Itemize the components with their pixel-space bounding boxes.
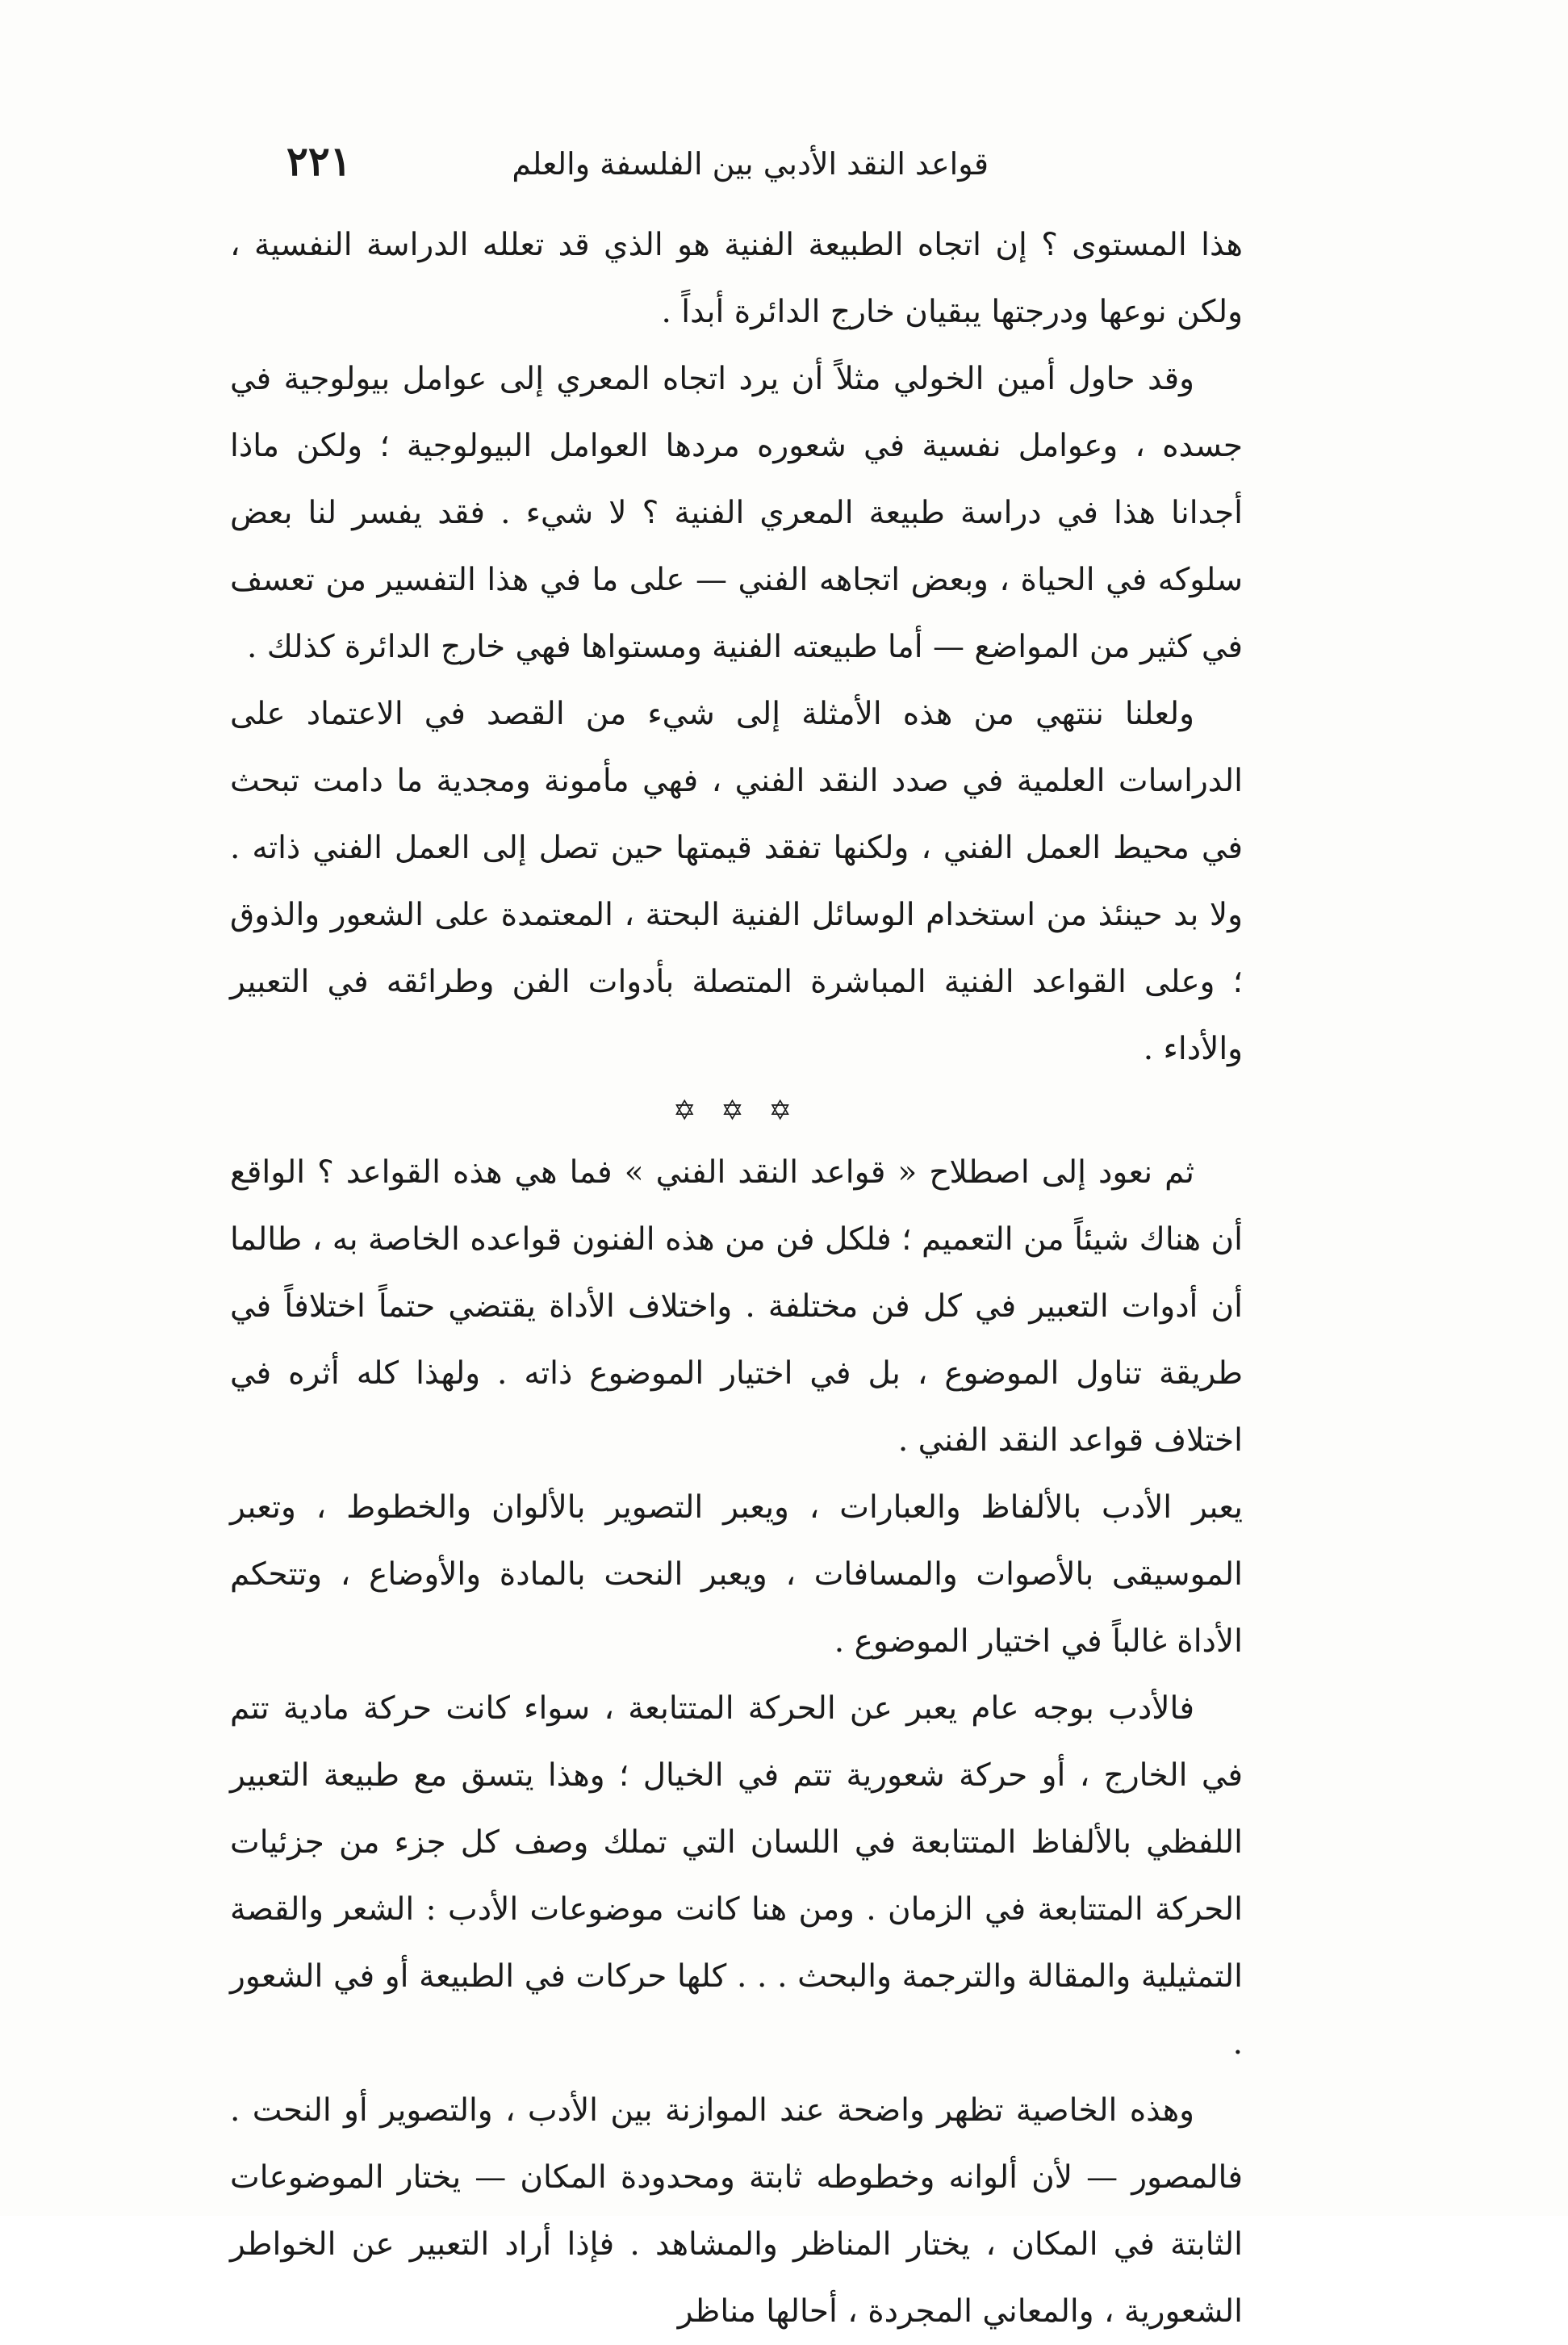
paragraph-2: وقد حاول أمين الخولي مثلاً أن يرد اتجاه المعري إلى عوامل بيولوجية في جسده ، وعوامل نفسية في شعوره مردها العوامل البيولوجية ؛ ولكن ماذا أجدانا هذا في دراسة طبيعة المعري الفنية ؟ لا شيء . فقد يفسر لنا بعض سلوكه في الحياة ، وبعض اتجاهه الفني — على ما في هذا التفسير من تعسف في كثير من المواضع — أما طبيعته الفنية ومستواها فهي خارج الدائرة كذلك . xyxy=(230,361,1243,665)
paragraph-7: وهذه الخاصية تظهر واضحة عند الموازنة بين الأدب ، والتصوير أو النحت . فالمصور — لأن ألوانه وخطوطه ثابتة ومحدودة المكان — يختار الموضوعات الثابتة في المكان ، يختار المناظر والمشاهد . فإذا أراد التعبير عن الخواطر الشعورية ، والمعاني المجردة ، أحالها مناظر xyxy=(230,2092,1243,2330)
body-text xyxy=(230,211,1243,2345)
paragraph-5: يعبر الأدب بالألفاظ والعبارات ، ويعبر التصوير بالألوان والخطوط ، وتعبر الموسيقى بالأصوات والمسافات ، ويعبر النحت بالمادة والأوضاع ، وتتحكم الأداة غالباً في اختيار الموضوع . xyxy=(230,1489,1243,1660)
paragraph-6: فالأدب بوجه عام يعبر عن الحركة المتتابعة ، سواء كانت حركة مادية تتم في الخارج ، أو حركة شعورية تتم في الخيال ؛ وهذا يتسق مع طبيعة التعبير اللفظي بالألفاظ المتتابعة في اللسان التي تملك وصف كل جزء من جزئيات الحركة المتتابعة في الزمان . ومن هنا كانت موضوعات الأدب : الشعر والقصة التمثيلية والمقالة والترجمة والبحث . . . كلها حركات في الطبيعة أو في الشعور . xyxy=(230,1690,1243,2062)
running-title: قواعد النقد الأدبي بين الفلسفة والعلم xyxy=(512,146,989,182)
running-head xyxy=(286,137,989,194)
paragraph-4: ثم نعود إلى اصطلاح « قواعد النقد الفني » فما هي هذه القواعد ؟ الواقع أن هناك شيئاً من التعميم ؛ فلكل فن من هذه الفنون قواعده الخاصة به ، طالما أن أدوات التعبير في كل فن مختلفة . واختلاف الأداة يقتضي حتماً اختلافاً في طريقة تناول الموضوع ، بل في اختيار الموضوع ذاته . ولهذا كله أثره في اختلاف قواعد النقد الفني . xyxy=(230,1154,1243,1459)
page-number: ٢٢١ xyxy=(286,137,352,185)
paragraph-1: هذا المستوى ؟ إن اتجاه الطبيعة الفنية هو الذي قد تعلله الدراسة النفسية ، ولكن نوعها ودرجتها يبقيان خارج الدائرة أبداً . xyxy=(230,227,1243,330)
paragraph-3: ولعلنا ننتهي من هذه الأمثلة إلى شيء من القصد في الاعتماد على الدراسات العلمية في صدد النقد الفني ، فهي مأمونة ومجدية ما دامت تبحث في محيط العمل الفني ، ولكنها تفقد قيمتها حين تصل إلى العمل الفني ذاته . ولا بد حينئذ من استخدام الوسائل الفنية البحتة ، المعتمدة على الشعور والذوق ؛ وعلى القواعد الفنية المباشرة المتصلة بأدوات الفن وطرائقه في التعبير والأداء . xyxy=(230,696,1243,1067)
section-separator-stars: ✡ ✡ ✡ xyxy=(672,1095,801,1127)
